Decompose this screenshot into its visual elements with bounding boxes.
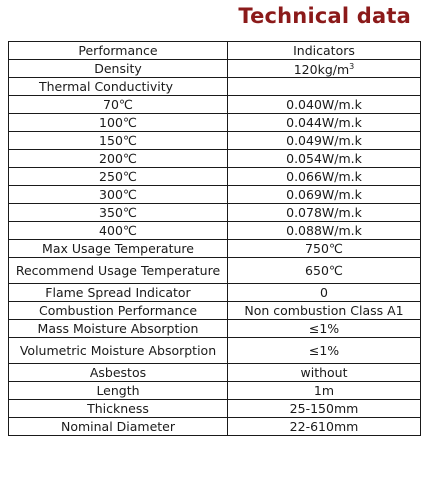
table-row	[9, 78, 421, 96]
row-label: Asbestos	[9, 364, 228, 382]
table-row	[9, 320, 421, 338]
row-label: 250℃	[9, 168, 228, 186]
density-value	[228, 60, 421, 78]
row-value: without	[228, 364, 421, 382]
row-value: 0	[228, 284, 421, 302]
row-label: 150℃	[9, 132, 228, 150]
row-label: Combustion Performance	[9, 302, 228, 320]
table-row	[9, 168, 421, 186]
table-row	[9, 114, 421, 132]
table-row	[9, 418, 421, 436]
header-indicators: Indicators	[228, 42, 421, 60]
thermal-conductivity-label: Thermal Conductivity	[9, 78, 228, 96]
density-value-text: 120kg/m	[293, 62, 350, 78]
row-label: 70℃	[9, 96, 228, 114]
row-label: 300℃	[9, 186, 228, 204]
table-row	[9, 204, 421, 222]
density-label: Density	[9, 60, 228, 78]
row-label: 200℃	[9, 150, 228, 168]
row-label: Max Usage Temperature	[9, 240, 228, 258]
row-label: Nominal Diameter	[9, 418, 228, 436]
table-row	[9, 150, 421, 168]
table-row	[9, 258, 421, 284]
table-row	[9, 240, 421, 258]
table-row	[9, 222, 421, 240]
row-value: Non combustion Class A1	[228, 302, 421, 320]
row-value: ≤1%	[228, 338, 421, 364]
page-title: Technical data	[238, 4, 411, 28]
header-performance: Performance	[9, 42, 228, 60]
row-label: 350℃	[9, 204, 228, 222]
row-label: Recommend Usage Temperature	[9, 258, 228, 284]
table-row	[9, 338, 421, 364]
table-row	[9, 400, 421, 418]
row-value: 0.088W/m.k	[228, 222, 421, 240]
table-row	[9, 382, 421, 400]
row-value: 0.049W/m.k	[228, 132, 421, 150]
table-row	[9, 132, 421, 150]
row-value: 0.078W/m.k	[228, 204, 421, 222]
technical-data-table	[8, 41, 421, 436]
row-value: 0.069W/m.k	[228, 186, 421, 204]
row-value: 0.054W/m.k	[228, 150, 421, 168]
row-label: Flame Spread Indicator	[9, 284, 228, 302]
row-value: 25-150mm	[228, 400, 421, 418]
thermal-conductivity-value	[228, 78, 421, 96]
row-label: 400℃	[9, 222, 228, 240]
row-label: 100℃	[9, 114, 228, 132]
row-value: 650℃	[228, 258, 421, 284]
table-row	[9, 364, 421, 382]
row-value: 22-610mm	[228, 418, 421, 436]
row-value: 1m	[228, 382, 421, 400]
row-value: 0.040W/m.k	[228, 96, 421, 114]
table-header-row	[9, 42, 421, 60]
table-row	[9, 302, 421, 320]
table-row	[9, 60, 421, 78]
density-superscript: 3	[349, 62, 355, 72]
row-value: ≤1%	[228, 320, 421, 338]
row-label: Thickness	[9, 400, 228, 418]
table-row	[9, 96, 421, 114]
row-value: 750℃	[228, 240, 421, 258]
row-label: Length	[9, 382, 228, 400]
table-row	[9, 284, 421, 302]
row-value: 0.066W/m.k	[228, 168, 421, 186]
row-label: Mass Moisture Absorption	[9, 320, 228, 338]
row-label: Volumetric Moisture Absorption	[9, 338, 228, 364]
table-body	[9, 42, 421, 436]
table-row	[9, 186, 421, 204]
row-value: 0.044W/m.k	[228, 114, 421, 132]
